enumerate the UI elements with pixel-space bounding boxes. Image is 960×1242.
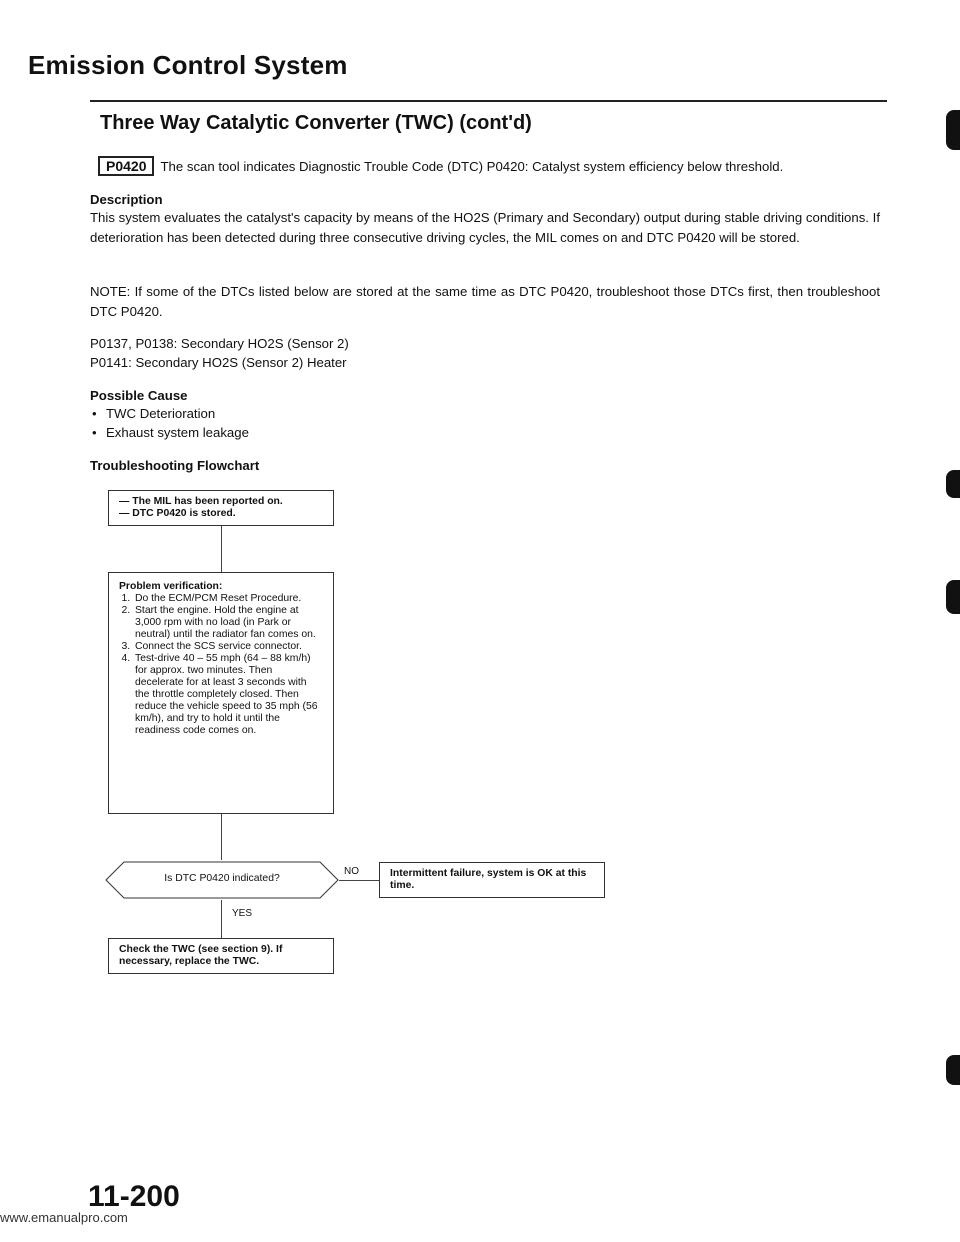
- edge-mark: [946, 110, 960, 150]
- page-number: 11-200: [88, 1180, 180, 1213]
- flow-verification-box: [108, 572, 334, 814]
- related-dtc-2: P0141: Secondary HO2S (Sensor 2) Heater: [90, 355, 347, 370]
- footer-url[interactable]: www.emanualpro.com: [0, 1210, 128, 1225]
- verification-steps: [119, 593, 323, 737]
- page-title: Emission Control System: [28, 50, 348, 80]
- edge-mark: [946, 580, 960, 614]
- verification-step: 4. Test-drive 40 – 55 mph (64 – 88 km/h) for approx. two minutes. Then decelerate for at least 3 seconds with the throttle completely closed. Then reduce the vehicle speed to 35 mph (56 km/h), and try to hold it until the readiness code comes on.: [133, 653, 323, 737]
- section-title: Three Way Catalytic Converter (TWC) (cont'd): [100, 112, 532, 134]
- verification-heading: Problem verification:: [119, 581, 223, 592]
- edge-mark: [946, 1055, 960, 1085]
- possible-cause-heading: Possible Cause: [90, 388, 188, 403]
- yes-result-box: Check the TWC (see section 9). If necessary, replace the TWC.: [108, 938, 334, 974]
- yes-label: YES: [232, 908, 253, 919]
- dtc-line: [98, 156, 783, 176]
- yes-connector: [221, 900, 222, 938]
- flow-start-line: — DTC P0420 is stored.: [119, 508, 236, 519]
- related-dtc-1: P0137, P0138: Secondary HO2S (Sensor 2): [90, 336, 349, 351]
- flowchart-heading: Troubleshooting Flowchart: [90, 458, 260, 473]
- flow-connector: [221, 814, 222, 860]
- cause-item: • TWC Deterioration: [90, 404, 880, 424]
- description-heading: Description: [90, 192, 163, 207]
- flow-start-box: [108, 490, 334, 526]
- no-result-box: Intermittent failure, system is OK at this time.: [379, 862, 605, 898]
- dtc-message: The scan tool indicates Diagnostic Trouble Code (DTC) P0420: Catalyst system efficiency below threshold.: [160, 159, 784, 174]
- verification-step: 2. Start the engine. Hold the engine at 3,000 rpm with no load (in Park or neutral) until the radiator fan comes on.: [133, 605, 323, 641]
- edge-mark: [946, 470, 960, 498]
- decision-text: Is DTC P0420 indicated?: [164, 873, 280, 884]
- no-connector: [339, 880, 379, 881]
- verification-step: 3. Connect the SCS service connector.: [133, 641, 323, 653]
- dtc-code-badge: P0420: [98, 156, 154, 176]
- title-rule: [90, 100, 887, 102]
- flow-connector: [221, 526, 222, 572]
- note-text: NOTE: If some of the DTCs listed below are stored at the same time as DTC P0420, troubleshoot those DTCs first, then troubleshoot DTC P0420.: [90, 284, 880, 319]
- verification-step: 1. Do the ECM/PCM Reset Procedure.: [133, 593, 323, 605]
- flow-start-line: — The MIL has been reported on.: [119, 496, 283, 507]
- description-text: This system evaluates the catalyst's capacity by means of the HO2S (Primary and Secondary) output during stable driving conditions. If deterioration has been detected during three consecutive driving cycles, the MIL comes on and DTC P0420 will be stored.: [90, 210, 880, 245]
- cause-item: • Exhaust system leakage: [90, 423, 880, 443]
- no-label: NO: [344, 866, 359, 877]
